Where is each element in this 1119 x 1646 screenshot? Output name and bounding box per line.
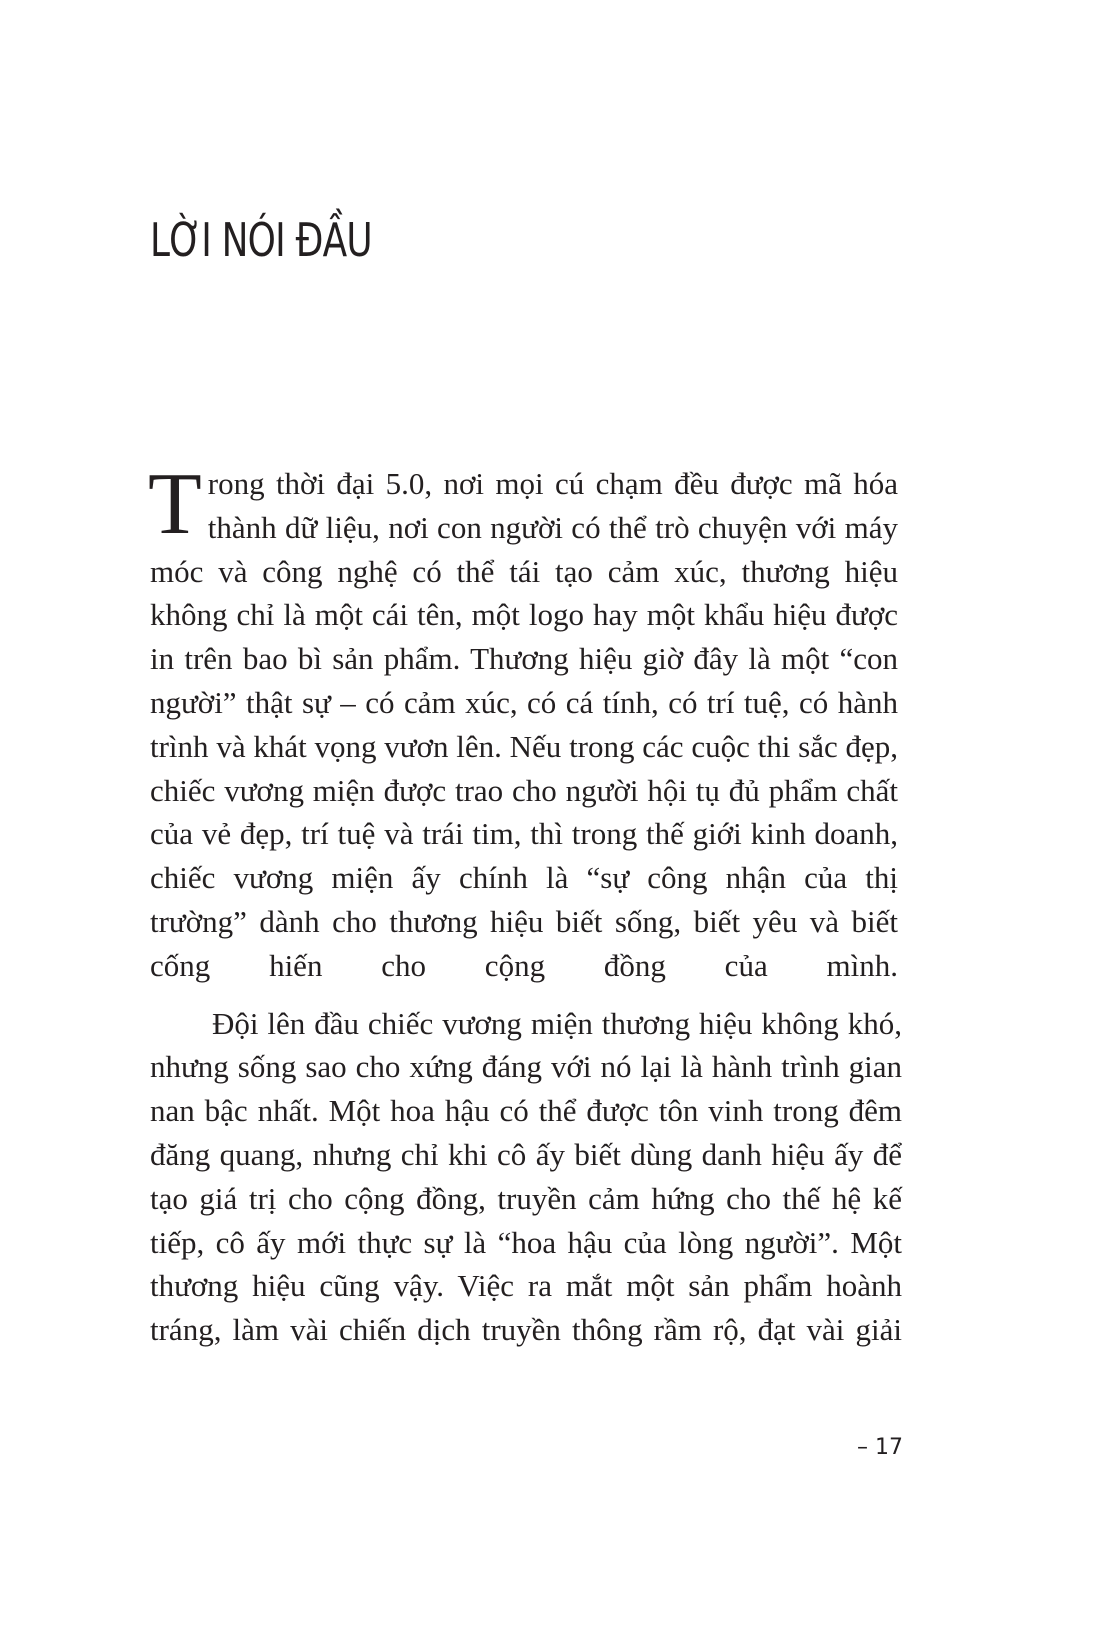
paragraph-2: Đội lên đầu chiếc vương miện thương hiệu không khó, nhưng sống sao cho xứng đáng với nó lại là hành trình gian nan bậc nhất. Một hoa hậu có thể được tôn vinh trong đêm đăng quang, nhưng chỉ khi cô ấy biết dùng danh hiệu ấy để tạo giá trị cho cộng đồng, truyền cảm hứng cho thế hệ kế tiếp, cô ấy mới thực sự là “hoa hậu của lòng người”. Một thương hiệu cũng vậy. Việc ra mắt một sản phẩm hoành tráng, làm vài chiến dịch truyền thông rầm rộ, đạt vài giải	[150, 1005, 902, 1348]
drop-cap: T	[148, 456, 202, 553]
paragraph-1	[148, 456, 902, 988]
chapter-title: LỜI NÓI ĐẦU	[150, 213, 372, 267]
paragraph-1-text: rong thời đại 5.0, nơi mọi cú chạm đều được mã hóa thành dữ liệu, nơi con người có thể trò chuyện với máy móc và công nghệ có thể tái tạo cảm xúc, thương hiệu không chỉ là một cái tên, một logo hay một khẩu hiệu được in trên bao bì sản phẩm. Thương hiệu giờ đây là một “con người” thật sự – có cảm xúc, có cá tính, có trí tuệ, có hành trình và khát vọng vươn lên. Nếu trong các cuộc thi sắc đẹp, chiếc vương miện được trao cho người hội tụ đủ phẩm chất của vẻ đẹp, trí tuệ và trái tim, thì trong thế giới kinh doanh, chiếc vương miện ấy chính là “sự công nhận của thị trường” dành cho thương hiệu biết sống, biết yêu và biết cống hiến cho cộng đồng của mình.	[150, 466, 898, 983]
page-number: – 17	[857, 1435, 903, 1460]
body-text	[148, 456, 902, 1352]
